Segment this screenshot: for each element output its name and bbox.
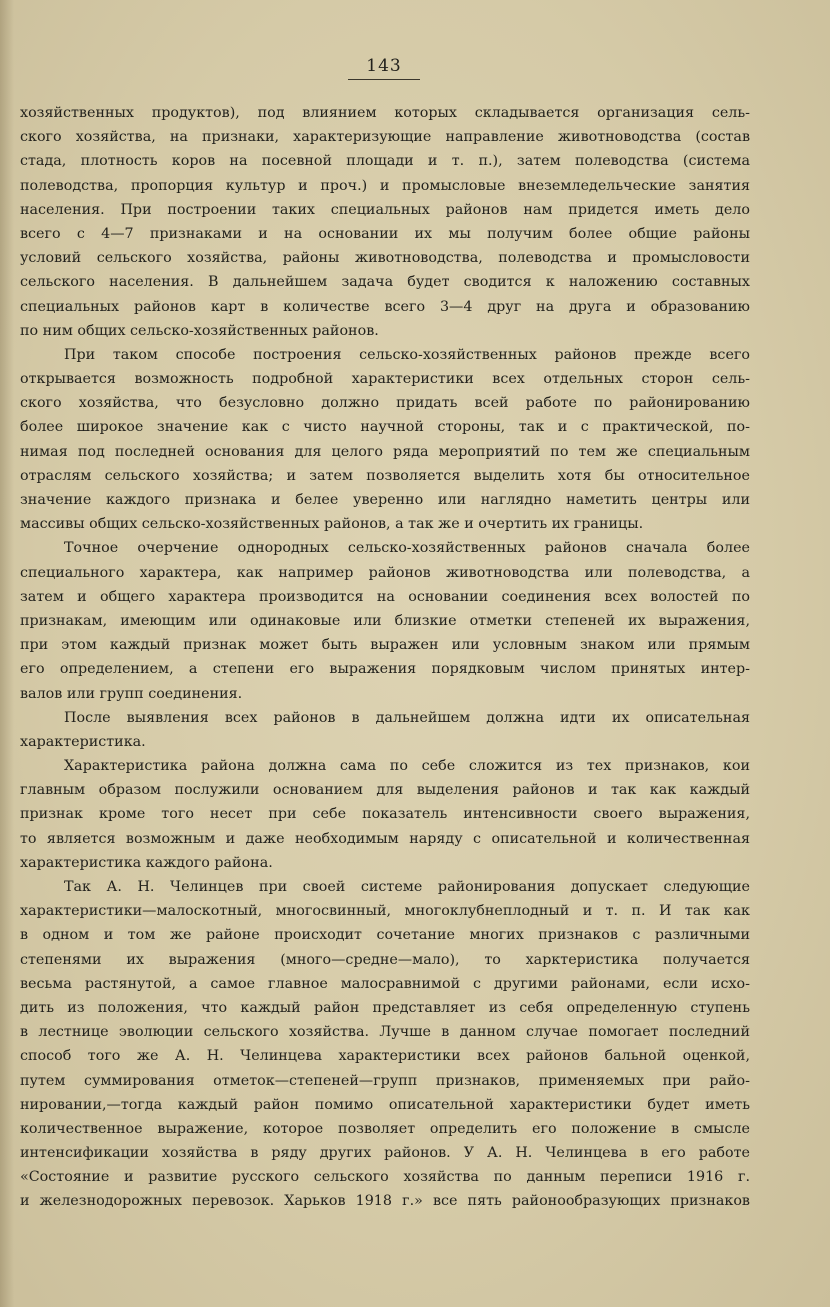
page-number: 143	[366, 56, 402, 76]
text-line: Характеристика района должна сама по себе сложится из тех признаков, кои	[64, 758, 750, 775]
text-line: значение каждого признака и белее уверенно или наглядно наметить центры или	[20, 492, 750, 508]
text-line: признакам, имеющим или одинаковые или близкие отметки степеней их выражения,	[20, 612, 750, 629]
text-line: Так А. Н. Челинцев при своей системе районирования допускает следующие	[64, 879, 750, 895]
text-line: населения. При построении таких специальных районов нам придется иметь дело	[20, 201, 750, 218]
text-line: количественное выражение, которое позволяет определить его положение в смысле	[20, 1120, 750, 1137]
text-line: При таком способе построения сельско-хозяйственных районов прежде всего	[64, 346, 750, 363]
spine-shadow	[0, 0, 14, 1307]
text-line: всего с 4—7 признаками и на основании их мы получим более общие районы	[20, 225, 750, 242]
text-line: нимая под последней основания для целого ряда мероприятий по тем же специальным	[20, 443, 750, 460]
text-line: характеристики—малоскотный, многосвинный, многоклубнеплодный и т. п. И так как	[20, 903, 750, 920]
page-number-rule	[348, 79, 420, 80]
text-line: главным образом послужили основанием для выделения районов и так как каждый	[20, 782, 750, 799]
paragraph	[20, 875, 750, 1214]
text-line: Точное очерчение однородных сельско-хозяйственных районов сначала более	[64, 540, 750, 557]
text-line: После выявления всех районов в дальнейшем должна идти их описательная	[64, 709, 750, 726]
paragraph	[20, 536, 750, 705]
text-line: ского хозяйства, что безусловно должно придать всей работе по районированию	[20, 395, 750, 412]
paragraph	[20, 706, 750, 754]
text-line: то является возможным и даже необходимым наряду с описательной и количественная	[20, 830, 750, 847]
text-line: путем суммирования отметок—степеней—групп признаков, применяемых при райо-	[20, 1072, 750, 1089]
text-line: «Состояние и развитие русского сельского хозяйства по данным переписи 1916 г.	[20, 1169, 750, 1186]
text-line: сельского населения. В дальнейшем задача будет сводится к наложению составных	[20, 274, 750, 291]
text-line: открывается возможность подробной характеристики всех отдельных сторон сель-	[20, 371, 750, 388]
text-line: весьма растянутой, а самое главное малосравнимой с другими районами, если исхо-	[20, 975, 750, 992]
text-line: более широкое значение как с чисто научной стороны, так и с практической, по-	[20, 419, 750, 436]
text-line: стада, плотность коров на посевной площади и т. п.), затем полеводства (система	[20, 153, 750, 170]
text-line: его определением, а степени его выражения порядковым числом принятых интер-	[20, 661, 750, 678]
text-line: отраслям сельского хозяйства; и затем позволяется выделить хотя бы относительное	[20, 467, 750, 484]
text-line: условий сельского хозяйства, районы животноводства, полеводства и промысловости	[20, 250, 750, 267]
text-line: интенсификации хозяйства в ряду других районов. У А. Н. Челинцева в его работе	[20, 1145, 750, 1162]
text-line: затем и общего характера производится на основании соединения всех волостей по	[20, 588, 750, 605]
text-line: хозяйственных продуктов), под влиянием которых складывается организация сель-	[20, 105, 750, 121]
paragraph	[20, 343, 750, 537]
text-line: дить из положения, что каждый район представляет из себя определенную ступень	[20, 999, 750, 1016]
text-line: в одном и том же районе происходит сочетание многих признаков с различными	[20, 927, 750, 944]
paragraph	[20, 754, 750, 875]
paragraph	[20, 101, 750, 343]
text-line: полеводства, пропорция культур и проч.) и промысловые внеземледельческие занятия	[20, 177, 750, 194]
text-line: массивы общих сельско-хозяйственных районов, а так же и очертить их границы.	[20, 516, 644, 533]
text-line: специального характера, как например районов животноводства или полеводства, а	[20, 564, 750, 581]
text-line: нировании,—тогда каждый район помимо описательной характеристики будет иметь	[20, 1096, 750, 1113]
body-text	[20, 101, 750, 1214]
text-line: валов или групп соединения.	[20, 685, 243, 702]
text-line: признак кроме того несет при себе показатель интенсивности своего выражения,	[20, 806, 750, 823]
text-line: в лестнице эволюции сельского хозяйства. Лучше в данном случае помогает последний	[20, 1024, 750, 1041]
text-line: специальных районов карт в количестве всего 3—4 друг на друга и образованию	[20, 298, 750, 315]
text-line: при этом каждый признак может быть выражен или условным знаком или прямым	[20, 637, 750, 654]
text-line: и железнодорожных перевозок. Харьков 1918 г.» все пять районообразующих признаков	[20, 1193, 750, 1210]
text-line: характеристика.	[20, 733, 146, 750]
text-line: характеристика каждого района.	[20, 854, 273, 871]
text-line: по ним общих сельско-хозяйственных районов.	[20, 322, 379, 339]
text-line: ского хозяйства, на признаки, характеризующие направление животноводства (состав	[20, 129, 750, 146]
text-line: способ того же А. Н. Челинцева характеристики всех районов бальной оценкой,	[20, 1048, 750, 1065]
text-line: степенями их выражения (много—средне—мало), то харктеристика получается	[20, 951, 750, 968]
